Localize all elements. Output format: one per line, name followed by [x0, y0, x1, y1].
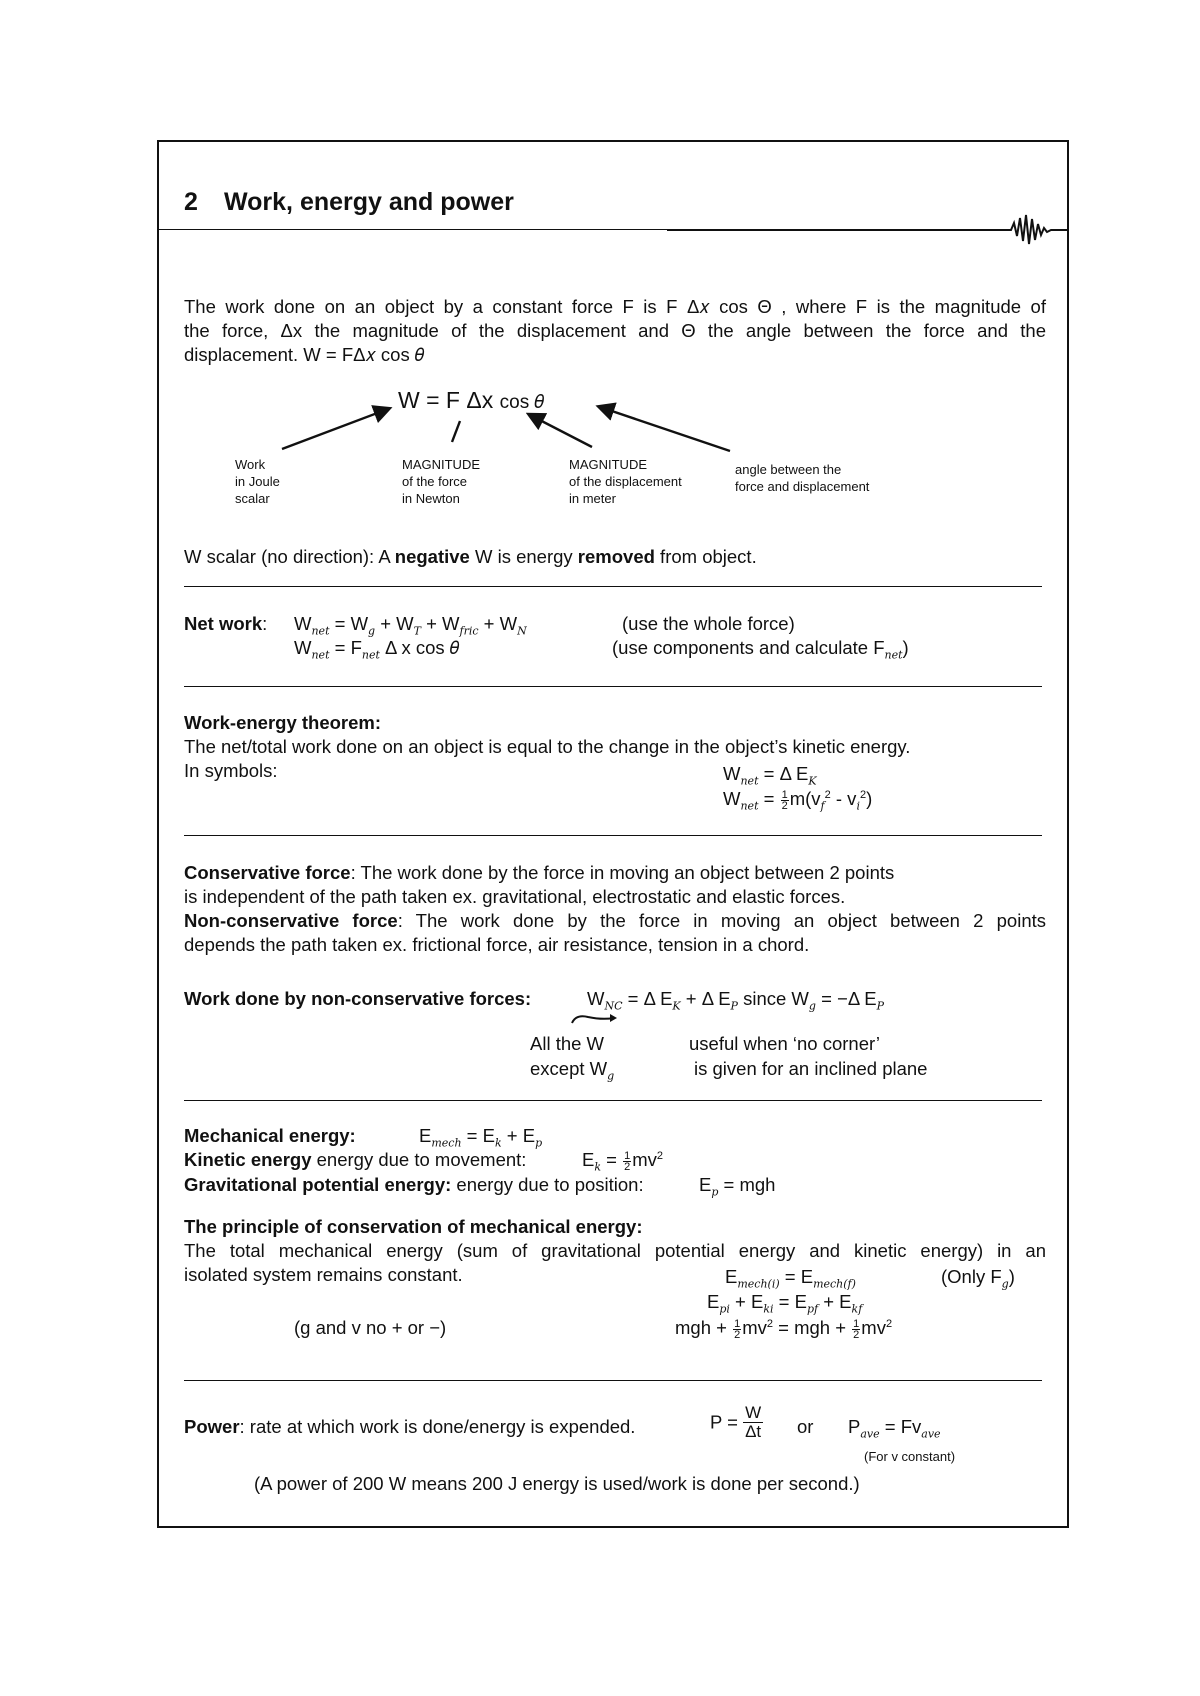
intro-line-3: displacement. W = FΔ𝑥 cos 𝜃 [184, 344, 425, 365]
mechanical-label: Mechanical energy: [184, 1125, 356, 1146]
nc-work-eq: $W_{NC} = \Delta$ $E_K + \Delta$ $E_P$ since $W_g = -\Delta$ $E_P$ [587, 988, 885, 1013]
kinetic-eq: $E_k$ = $\frac{1}{2}$ $mv^2$ [582, 1149, 664, 1174]
scalar-note: W scalar (no direction): A negative W is energy removed from object. [184, 546, 757, 567]
net-work-eq-2: $W_{net} = F_{net}$ Δ x cos 𝜃 [294, 637, 460, 662]
net-work-eq-1: $W_{net} = W_g + W_T + W_{fric} + W_N$ [294, 613, 527, 638]
wave-logo-icon [1005, 210, 1069, 250]
nc-work-label: Work done by non-conservative forces: [184, 988, 532, 1009]
formula-arrows [270, 395, 740, 455]
gravitational-eq: $E_p$ = mgh [699, 1174, 776, 1199]
theorem-title: Work-energy theorem: [184, 712, 382, 733]
gravitational-line: Gravitational potential energy: energy due to position: [184, 1174, 644, 1195]
nc-note-left-1: All the W [530, 1033, 605, 1054]
divider-1 [184, 586, 1042, 587]
nc-note-left-2: except $W_g$ [530, 1058, 615, 1083]
power-eq-1: P = $\frac{W}{\Delta t}$ [710, 1403, 762, 1441]
nonconservative-line-2: depends the path taken ex. frictional force, air resistance, tension in a chord. [184, 934, 810, 955]
conservation-eq-3: mgh + $\frac{1}{2}$ $mv^2$ = mgh + $\frac{1}{2}$ $mv^2$ [675, 1317, 893, 1341]
conservation-eq-1: $E_{mech(i)} = E_{mech(f)}$ [725, 1266, 856, 1291]
theorem-symbols-label: In symbols: [184, 760, 278, 781]
title-rule [157, 229, 667, 230]
label-work: Work in Joule scalar [235, 457, 280, 506]
label-displacement: MAGNITUDE of the displacement in meter [569, 457, 682, 506]
intro-line-2: the force, Δx the magnitude of the displacement and Θ the angle between the force and the [184, 320, 1046, 341]
work-formula: W = F Δx cos 𝜃 [398, 387, 545, 413]
intro-line-1: The work done on an object by a constant force F is F Δ𝑥 cos Θ , where F is the magnitude of [184, 296, 1046, 317]
theorem-eq-2: $W_{net}$ = $\frac{1}{2}$ $m(v_f^2 - v_i^2)$ [723, 788, 873, 813]
power-constant-note: (For v constant) [864, 1449, 956, 1464]
net-work-label: Net work: [184, 613, 268, 634]
label-force: MAGNITUDE of the force in Newton [402, 457, 480, 506]
conservation-eq-2: $E_{pi} + E_{ki} = E_{pf} + E_{kf}$ [707, 1291, 863, 1316]
theorem-text: The net/total work done on an object is equal to the change in the object’s kinetic energy. [184, 736, 911, 757]
net-work-note-2: (use components and calculate $F_{net}$) [612, 637, 909, 662]
divider-5 [184, 1380, 1042, 1381]
conservative-line-1: Conservative force: The work done by the force in moving an object between 2 points [184, 862, 895, 883]
title-rule-thick [667, 229, 1007, 231]
brace-arrow-icon [568, 1009, 624, 1029]
conservation-sign-note: (g and v no + or −) [294, 1317, 447, 1338]
power-line: Power: rate at which work is done/energy is expended. [184, 1416, 636, 1437]
nc-note-right-1: useful when ‘no corner’ [689, 1033, 880, 1054]
conservation-title: The principle of conservation of mechanical energy: [184, 1216, 643, 1237]
kinetic-line: Kinetic energy energy due to movement: [184, 1149, 527, 1170]
net-work-note-1: (use the whole force) [622, 613, 795, 634]
power-eq-2: $P_{ave} = Fv_{ave}$ [848, 1416, 941, 1441]
conservation-only-note: (Only $F_g$) [941, 1266, 1015, 1291]
theorem-eq-1: $W_{net} = \Delta$ $E_K$ [723, 763, 817, 788]
label-angle: angle between the force and displacement [735, 462, 870, 494]
divider-2 [184, 686, 1042, 687]
nonconservative-line-1: Non-conservative force: The work done by the force in moving an object between 2 points [184, 910, 1047, 931]
page-title: 2 Work, energy and power [184, 188, 514, 216]
nc-note-right-2: is given for an inclined plane [694, 1058, 928, 1079]
divider-3 [184, 835, 1042, 836]
power-example: (A power of 200 W means 200 J energy is used/work is done per second.) [254, 1473, 860, 1494]
divider-4 [184, 1100, 1042, 1101]
mechanical-eq: $E_{mech} = E_k + E_p$ [419, 1125, 543, 1150]
power-or: or [797, 1416, 814, 1437]
conservative-line-2: is independent of the path taken ex. gravitational, electrostatic and elastic forces. [184, 886, 846, 907]
conservation-line-1: The total mechanical energy (sum of gravitational potential energy and kinetic energy) in an [184, 1240, 1046, 1261]
conservation-line-2: isolated system remains constant. [184, 1264, 463, 1285]
